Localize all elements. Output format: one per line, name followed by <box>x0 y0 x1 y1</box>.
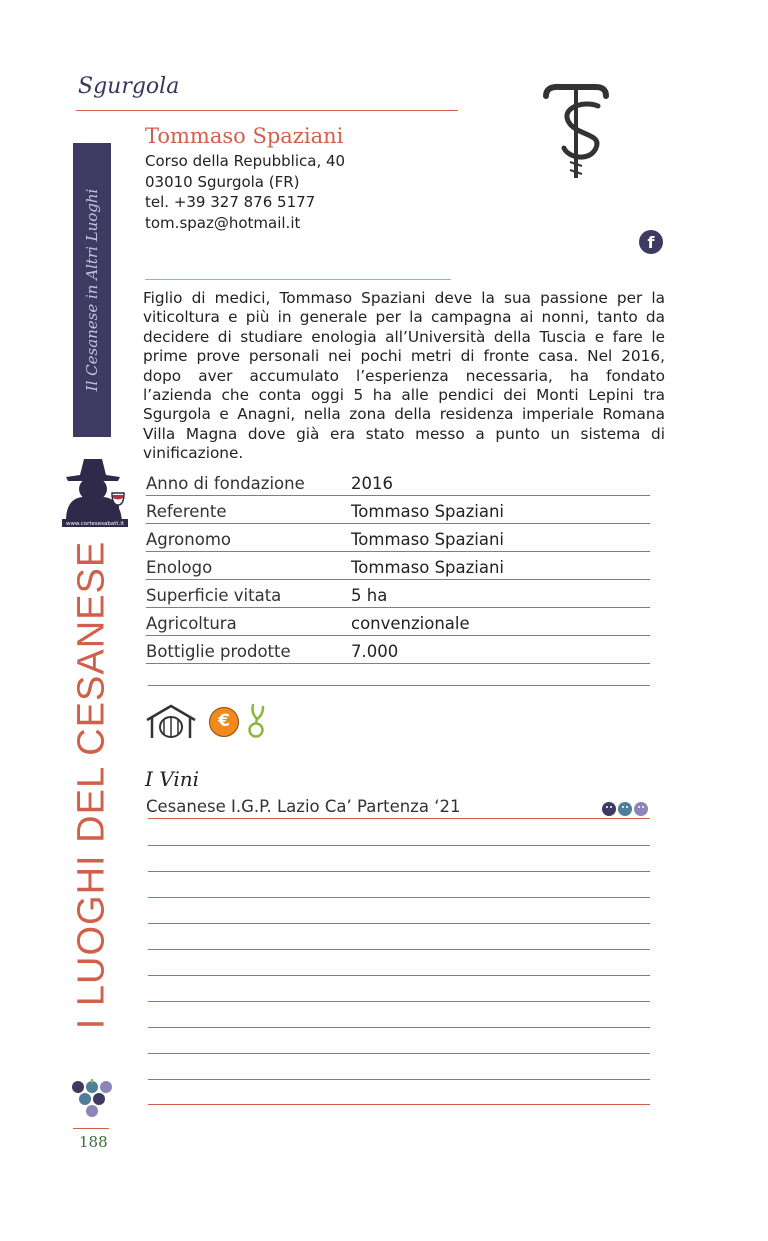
info-value: Tommaso Spaziani <box>351 530 505 549</box>
notes-line <box>148 1053 650 1054</box>
info-row-bottles <box>146 636 650 664</box>
info-row-oenologist <box>146 552 650 580</box>
page-number-rule <box>73 1128 109 1129</box>
info-label: Referente <box>146 502 227 521</box>
corkscrew-logo-icon <box>540 82 610 182</box>
info-label: Anno di fondazione <box>146 474 305 493</box>
wine-name: Cesanese I.G.P. Lazio Ca’ Partenza ‘21 <box>146 797 461 816</box>
series-title: Il Cesanese in Altri Luoghi <box>83 188 101 392</box>
series-band <box>73 143 111 437</box>
description-rule <box>145 279 451 280</box>
grape-cluster-icon <box>70 1077 114 1125</box>
info-empty-line <box>148 685 650 686</box>
producer-email[interactable]: tom.spaz@hotmail.it <box>145 214 301 232</box>
header-rule <box>76 110 458 111</box>
producer-description: Figlio di medici, Tommaso Spaziani deve la sua passione per la viticoltura e più in generale per la campagna ai nonni, tanto da decidere di studiare enologia all’Università della Tuscia e fare le prime prove personali nei pochi metri di fronte casa. Nel 2016, dopo aver accumulato l’esperienza necessaria, ha fondato l’azienda che conta oggi 5 ha alle pendici dei Monti Lepini tra Sgurgola e Anagni, nella zona della residenza imperiale Romana Villa Magna dove già era stato messo a punto un sistema di vinificazione. <box>143 289 665 463</box>
notes-line <box>148 845 650 846</box>
facebook-icon[interactable]: f <box>639 230 663 254</box>
info-value: 5 ha <box>351 586 388 605</box>
vine-shoot-icon <box>245 703 269 741</box>
info-row-agronomist <box>146 524 650 552</box>
badge-url: www.cortesesabatt.it <box>65 521 125 527</box>
info-value: convenzionale <box>351 614 470 633</box>
info-label: Agricoltura <box>146 614 237 633</box>
cellar-barrel-icon <box>145 704 197 740</box>
info-value: 7.000 <box>351 642 399 661</box>
notes-line <box>148 1027 650 1028</box>
info-label: Enologo <box>146 558 213 577</box>
notes-line <box>148 949 650 950</box>
section-title: I LUOGHI DEL CESANESE <box>70 540 113 1030</box>
euro-icon: € <box>209 707 239 737</box>
notes-line <box>148 1001 650 1002</box>
info-row-founded <box>146 468 650 496</box>
notes-line <box>148 975 650 976</box>
sommelier-badge-icon <box>62 455 128 527</box>
info-row-agriculture <box>146 608 650 636</box>
producer-city: 03010 Sgurgola (FR) <box>145 173 300 191</box>
info-label: Superficie vitata <box>146 586 282 605</box>
wine-rating-grapes-icon <box>600 799 650 819</box>
info-row-vineyard-area <box>146 580 650 608</box>
notes-line <box>148 923 650 924</box>
wines-title: I Vini <box>145 767 200 791</box>
producer-phone: tel. +39 327 876 5177 <box>145 193 316 211</box>
info-row-referent <box>146 496 650 524</box>
town-name: Sgurgola <box>78 74 180 99</box>
notes-line <box>148 1079 650 1080</box>
info-value: Tommaso Spaziani <box>351 558 505 577</box>
info-value: Tommaso Spaziani <box>351 502 505 521</box>
wine-line <box>148 818 650 819</box>
info-label: Bottiglie prodotte <box>146 642 291 661</box>
producer-address: Corso della Repubblica, 40 <box>145 152 346 170</box>
notes-line <box>148 871 650 872</box>
info-label: Agronomo <box>146 530 231 549</box>
producer-name: Tommaso Spaziani <box>145 124 344 148</box>
notes-line <box>148 897 650 898</box>
info-value: 2016 <box>351 474 393 493</box>
notes-line <box>148 1104 650 1105</box>
page-number: 188 <box>79 1133 108 1151</box>
